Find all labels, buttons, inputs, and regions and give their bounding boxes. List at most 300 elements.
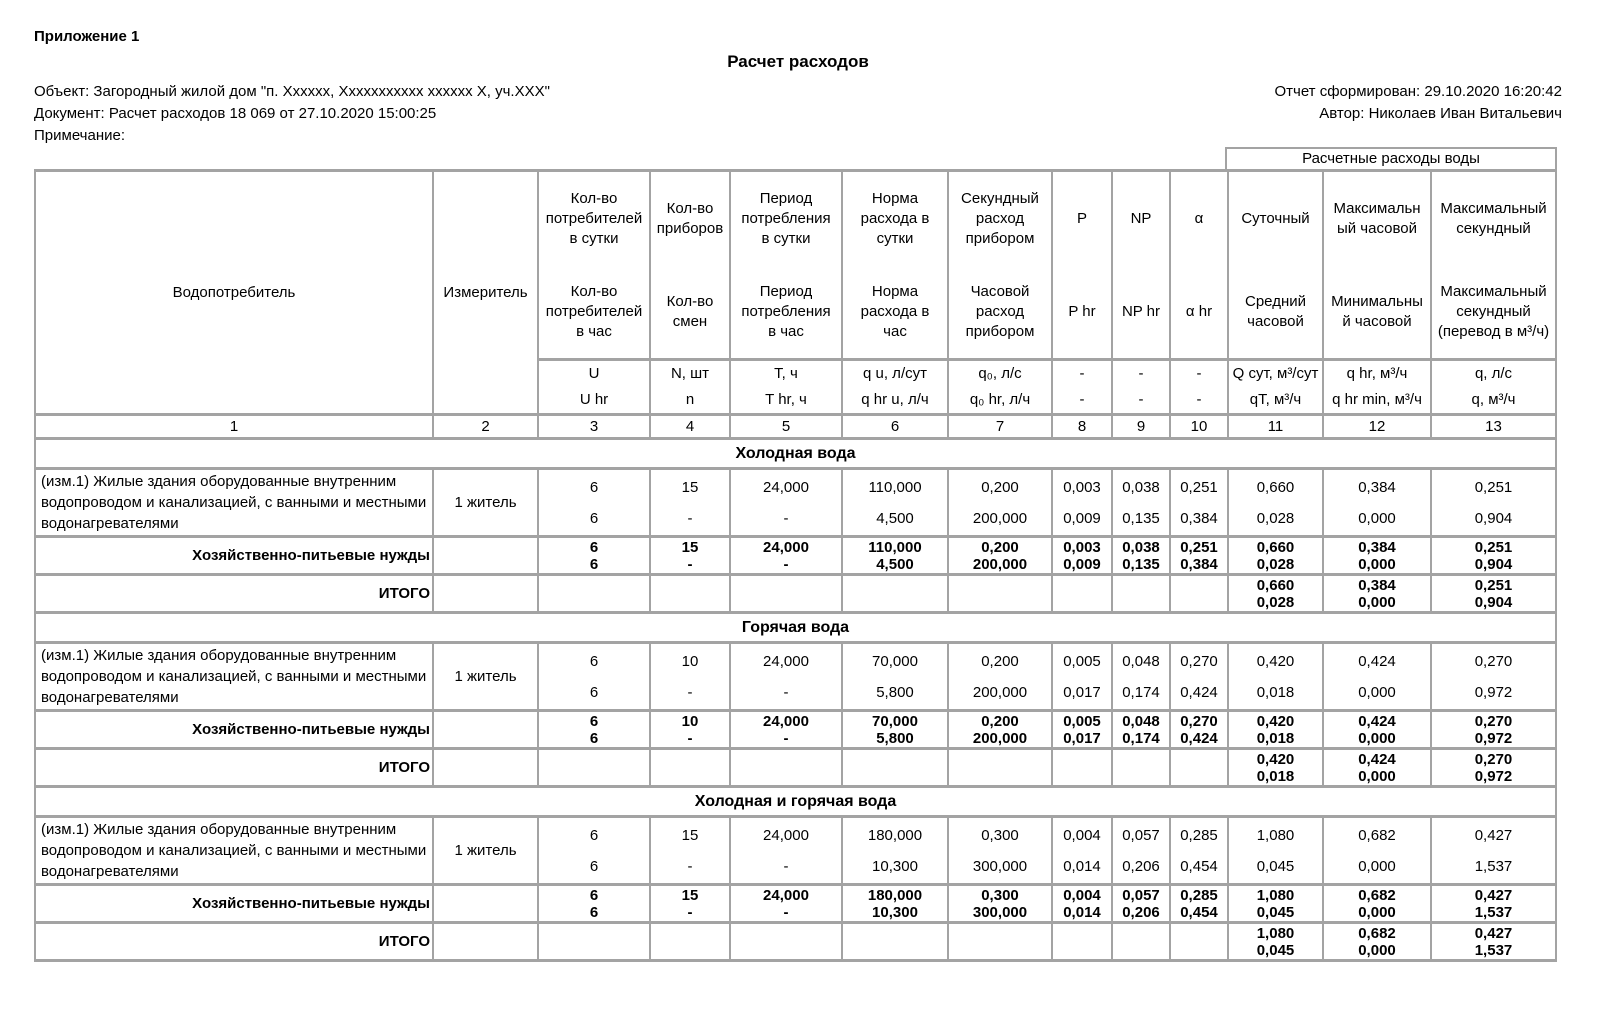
value-cell [1112,817,1170,885]
unit-line1: q hr, м³/ч [1346,365,1408,382]
col-number: 6 [842,415,948,439]
value-line1: 180,000 [867,886,923,904]
value-cell [650,817,730,885]
col-header-line2: Часовой расход прибором [965,282,1035,340]
subtotal-value-cell [1323,711,1431,749]
value-line2: - [783,683,789,701]
col-number: 8 [1052,415,1112,439]
col-number: 5 [730,415,842,439]
unit-line1: - [1196,365,1202,382]
value-cell [948,817,1052,885]
col-header-line1: Период потребления в сутки [741,189,831,247]
measure-cell: 1 житель [433,469,538,537]
value-line2: 0,904 [1474,593,1513,611]
value-cell [1323,817,1431,885]
value-line1: 0,004 [1063,886,1101,904]
value-line1: 0,038 [1122,538,1160,556]
value-line2: 0,424 [1180,729,1218,747]
col-header-line2: Средний часовой [1245,292,1306,330]
subtotal-label: Хозяйственно-питьевые нужды [35,885,433,923]
value-line2: 4,500 [876,555,914,573]
value-line2: 0,000 [1358,903,1396,921]
value-line2: 6 [589,683,599,701]
empty-cell [1052,749,1112,787]
total-value-cell [1228,923,1323,961]
value-line2: 0,045 [1256,903,1295,921]
col-header-measure: Измеритель [433,171,538,415]
page-title: Расчет расходов [727,52,869,71]
col-header-line1: NP [1130,209,1152,227]
value-line1: 0,682 [1358,886,1396,904]
consumer-name: (изм.1) Жилые здания оборудованные внутренним водопроводом и канализацией, с ванными и местными водонагревателями [35,643,433,711]
col-number: 2 [433,415,538,439]
col-number: 13 [1431,415,1556,439]
value-line1: 0,682 [1358,924,1396,942]
unit-line1: Т, ч [774,365,798,382]
report-meta [34,81,1562,147]
value-cell [1052,643,1112,711]
empty-cell [948,575,1052,613]
subtotal-value-cell [1052,885,1112,923]
value-line1: 0,270 [1474,750,1513,768]
value-line2: 0,028 [1256,555,1295,573]
value-line2: - [783,509,789,527]
value-cell [1170,643,1228,711]
value-line1: 0,270 [1180,712,1218,730]
unit-line1: q, л/с [1474,365,1513,382]
value-line2: 10,300 [872,903,918,921]
col-header-line2: Норма расхода в час [860,282,930,340]
value-cell [1112,643,1170,711]
col-header-7 [948,171,1052,360]
unit-line2: - [1079,391,1085,408]
value-line2: 0,972 [1474,767,1513,785]
value-line1: 0,270 [1474,712,1513,730]
value-line2: 200,000 [972,729,1028,747]
value-line1: 0,420 [1256,652,1295,670]
col-number: 3 [538,415,650,439]
subtotal-value-cell [842,885,948,923]
value-line2: 0,045 [1256,857,1295,875]
unit-line2: U hr [579,391,609,408]
report-meta-left [34,81,550,147]
consumer-name: (изм.1) Жилые здания оборудованные внутренним водопроводом и канализацией, с ванными и местными водонагревателями [35,817,433,885]
empty-cell [1052,575,1112,613]
value-line2: 300,000 [972,857,1028,875]
subtotal-value-cell [1112,885,1170,923]
total-value-cell [1431,575,1556,613]
subtotal-value-cell [1323,885,1431,923]
value-line2: - [687,509,693,527]
value-line2: - [687,857,693,875]
value-cell [1323,643,1431,711]
col-header-line2: α hr [1185,302,1213,320]
value-cell [1431,469,1556,537]
value-line1: 0,427 [1474,924,1513,942]
value-line1: 0,682 [1358,826,1396,844]
subtotal-value-cell [1228,711,1323,749]
value-cell [1431,817,1556,885]
subtotal-label: Хозяйственно-питьевые нужды [35,711,433,749]
value-line2: 0,000 [1358,941,1396,959]
value-line2: 1,537 [1474,941,1513,959]
total-label: ИТОГО [35,749,433,787]
subtotal-value-cell [1431,711,1556,749]
value-line1: 0,057 [1122,826,1160,844]
col-header-consumer: Водопотребитель [35,171,433,415]
value-line2: - [687,683,693,701]
value-cell [538,817,650,885]
value-line2: - [687,729,693,747]
col-header-line2: P hr [1068,302,1096,320]
empty-cell [433,923,538,961]
col-header-line2: Максимальный секундный (перевод в м³/ч) [1437,282,1550,340]
value-line2: - [783,903,789,921]
value-line1: 0,660 [1256,478,1295,496]
col-number: 11 [1228,415,1323,439]
value-line2: 0,904 [1474,509,1513,527]
unit-cell-11 [1228,360,1323,415]
value-line2: 5,800 [876,683,914,701]
value-line1: 0,384 [1358,478,1396,496]
unit-cell-6 [842,360,948,415]
subtotal-label: Хозяйственно-питьевые нужды [35,537,433,575]
value-line2: 0,000 [1358,555,1396,573]
total-value-cell [1323,749,1431,787]
empty-cell [433,885,538,923]
col-header-line2: NP hr [1121,302,1161,320]
col-header-line1: Суточный [1241,209,1310,227]
value-line1: 10 [681,712,699,730]
value-line1: 0,251 [1474,576,1513,594]
col-header-line2: Кол-во потребителей в час [545,282,643,340]
col-number: 1 [35,415,433,439]
empty-cell [1112,749,1170,787]
unit-cell-7 [948,360,1052,415]
col-header-12 [1323,171,1431,360]
col-header-line2: Период потребления в час [741,282,831,340]
value-line2: 200,000 [972,509,1028,527]
value-cell [1228,643,1323,711]
value-line1: 70,000 [872,712,918,730]
value-cell [1170,469,1228,537]
value-cell [1052,817,1112,885]
value-line1: 1,080 [1256,924,1295,942]
value-line2: 1,537 [1474,903,1513,921]
value-line2: 0,206 [1122,903,1160,921]
value-line2: 0,018 [1256,729,1295,747]
value-cell [730,817,842,885]
value-cell [842,469,948,537]
empty-cell [433,711,538,749]
col-header-line1: α [1194,209,1204,227]
value-line1: 6 [589,886,599,904]
value-line1: 0,200 [981,652,1019,670]
value-line1: 110,000 [868,478,922,496]
subtotal-value-cell [1228,537,1323,575]
subtotal-value-cell [650,885,730,923]
value-cell [842,643,948,711]
value-cell [1170,817,1228,885]
value-line1: 6 [589,826,599,844]
section-title: Холодная и горячая вода [35,787,1556,817]
value-line2: 6 [589,509,599,527]
col-header-line1: Максимальный секундный [1440,199,1547,237]
subtotal-value-cell [730,537,842,575]
total-value-cell [1431,923,1556,961]
value-line1: 0,285 [1180,826,1218,844]
value-line2: 6 [589,729,599,747]
empty-cell [538,749,650,787]
value-line1: 0,424 [1358,750,1396,768]
empty-cell [842,923,948,961]
empty-cell [1112,575,1170,613]
unit-cell-10 [1170,360,1228,415]
total-value-cell [1228,575,1323,613]
value-cell [1228,469,1323,537]
unit-cell-12 [1323,360,1431,415]
subtotal-value-cell [538,537,650,575]
col-header-9 [1112,171,1170,360]
measure-cell: 1 житель [433,817,538,885]
value-line1: 180,000 [867,826,923,844]
col-header-13 [1431,171,1556,360]
value-line1: 24,000 [763,538,809,556]
value-line1: 0,057 [1122,886,1160,904]
subtotal-value-cell [650,537,730,575]
subtotal-value-cell [1052,537,1112,575]
value-line1: 0,003 [1063,478,1101,496]
value-line2: 0,384 [1180,555,1218,573]
total-label: ИТОГО [35,923,433,961]
subtotal-value-cell [650,711,730,749]
unit-cell-8 [1052,360,1112,415]
subtotal-value-cell [1112,537,1170,575]
value-line2: 0,000 [1358,593,1396,611]
col-header-11 [1228,171,1323,360]
unit-line1: N, шт [670,365,710,382]
unit-line1: U [588,365,600,382]
value-line1: 0,660 [1256,538,1295,556]
value-line2: 0,009 [1063,509,1101,527]
subtotal-value-cell [1170,885,1228,923]
value-line2: 0,000 [1358,767,1396,785]
value-line2: - [783,729,789,747]
value-line1: 0,424 [1358,712,1396,730]
total-label: ИТОГО [35,575,433,613]
total-value-cell [1323,923,1431,961]
appendix-label: Приложение 1 [34,28,140,45]
unit-line2: qT, м³/ч [1249,391,1302,408]
unit-line1: - [1138,365,1144,382]
subtotal-value-cell [730,885,842,923]
calc-table-area [34,147,1557,962]
value-line1: 0,420 [1256,712,1295,730]
value-line2: 6 [589,555,599,573]
unit-cell-4 [650,360,730,415]
value-line1: 0,005 [1063,712,1101,730]
empty-cell [842,749,948,787]
value-cell [948,469,1052,537]
section-title: Горячая вода [35,613,1556,643]
unit-line2: q hr min, м³/ч [1332,391,1422,408]
value-line1: 6 [589,712,599,730]
value-line2: 0,028 [1256,509,1295,527]
value-line2: 0,000 [1358,729,1396,747]
value-line2: 4,500 [876,509,914,527]
value-line1: 24,000 [763,886,809,904]
value-line1: 24,000 [763,826,809,844]
empty-cell [730,575,842,613]
subtotal-value-cell [538,885,650,923]
value-line1: 0,300 [981,886,1019,904]
value-line2: 0,014 [1063,857,1101,875]
subtotal-value-cell [842,711,948,749]
unit-line2: - [1138,391,1144,408]
col-number: 9 [1112,415,1170,439]
unit-line2: q hr u, л/ч [861,391,929,408]
value-line1: 0,048 [1122,652,1160,670]
value-line1: 1,080 [1256,886,1295,904]
value-line1: 15 [681,886,699,904]
value-cell [730,469,842,537]
col-number: 10 [1170,415,1228,439]
unit-cell-3 [538,360,650,415]
subtotal-value-cell [1112,711,1170,749]
col-header-line2: Кол-во смен [666,292,714,330]
consumer-name: (изм.1) Жилые здания оборудованные внутренним водопроводом и канализацией, с ванными и местными водонагревателями [35,469,433,537]
empty-cell [1170,749,1228,787]
empty-cell [650,575,730,613]
value-cell [538,643,650,711]
value-line2: - [783,857,789,875]
empty-cell [948,749,1052,787]
value-cell [1228,817,1323,885]
value-line2: 200,000 [972,683,1028,701]
unit-line2: q, м³/ч [1471,391,1516,408]
subtotal-value-cell [1323,537,1431,575]
value-cell [1431,643,1556,711]
col-header-8 [1052,171,1112,360]
empty-cell [433,575,538,613]
note-line: Примечание: [34,127,125,144]
col-number: 4 [650,415,730,439]
unit-line2: n [685,391,695,408]
empty-cell [650,923,730,961]
value-cell [1112,469,1170,537]
value-line1: 110,000 [868,538,922,556]
value-cell [948,643,1052,711]
value-line2: 0,000 [1358,857,1396,875]
value-line2: 0,000 [1358,509,1396,527]
object-line: Объект: Загородный жилой дом "п. Хххххх, Ххххххххххх хххххх Х, уч.ХХХ" [34,83,550,100]
unit-cell-9 [1112,360,1170,415]
col-header-5 [730,171,842,360]
value-line1: 6 [589,538,599,556]
value-line2: 0,904 [1474,555,1513,573]
value-line2: 0,972 [1474,683,1513,701]
col-number: 7 [948,415,1052,439]
subtotal-value-cell [1431,885,1556,923]
unit-line2: q₀ hr, л/ч [969,391,1031,408]
subtotal-value-cell [1052,711,1112,749]
col-number: 12 [1323,415,1431,439]
value-line1: 0,660 [1256,576,1295,594]
generated-line: Отчет сформирован: 29.10.2020 16:20:42 [1274,83,1562,100]
value-line2: 200,000 [972,555,1028,573]
value-line1: 15 [681,826,699,844]
empty-cell [1170,575,1228,613]
value-line2: - [687,903,693,921]
value-line2: - [687,555,693,573]
calc-table [34,169,1557,962]
value-line1: 6 [589,478,599,496]
value-line1: 0,200 [981,538,1019,556]
value-line1: 0,420 [1256,750,1295,768]
col-header-line1: Кол-во потребителей в сутки [545,189,643,247]
section-title: Холодная вода [35,439,1556,469]
value-line1: 0,270 [1474,652,1513,670]
value-cell [650,643,730,711]
value-line1: 0,048 [1122,712,1160,730]
value-cell [730,643,842,711]
empty-cell [650,749,730,787]
value-line1: 0,003 [1063,538,1101,556]
value-line1: 24,000 [763,478,809,496]
value-cell [538,469,650,537]
empty-cell [1170,923,1228,961]
unit-line2: - [1196,391,1202,408]
total-value-cell [1431,749,1556,787]
value-line2: 0,174 [1122,683,1160,701]
value-line2: 0,135 [1122,555,1160,573]
value-line2: 0,017 [1063,683,1101,701]
value-cell [842,817,948,885]
value-line2: 0,972 [1474,729,1513,747]
value-line2: 0,135 [1122,509,1160,527]
unit-cell-5 [730,360,842,415]
empty-cell [538,575,650,613]
total-value-cell [1228,749,1323,787]
value-line1: 0,384 [1358,538,1396,556]
value-line1: 0,424 [1358,652,1396,670]
col-header-line1: Норма расхода в сутки [860,189,930,247]
col-header-3 [538,171,650,360]
value-line2: 0,384 [1180,509,1218,527]
subtotal-value-cell [1170,711,1228,749]
value-line2: 0,017 [1063,729,1101,747]
subtotal-value-cell [1170,537,1228,575]
subtotal-value-cell [1431,537,1556,575]
value-line2: 300,000 [972,903,1028,921]
value-line1: 0,251 [1180,478,1218,496]
value-line1: 0,427 [1474,826,1513,844]
value-line1: 0,384 [1358,576,1396,594]
value-line1: 24,000 [763,712,809,730]
empty-cell [433,537,538,575]
value-line2: 0,014 [1063,903,1101,921]
group-header-water-flows: Расчетные расходы воды [1225,147,1557,169]
value-line1: 15 [681,538,699,556]
empty-cell [730,749,842,787]
unit-cell-13 [1431,360,1556,415]
col-header-4 [650,171,730,360]
empty-cell [1112,923,1170,961]
empty-cell [730,923,842,961]
total-value-cell [1323,575,1431,613]
value-line2: 0,454 [1180,857,1218,875]
unit-line1: - [1079,365,1085,382]
